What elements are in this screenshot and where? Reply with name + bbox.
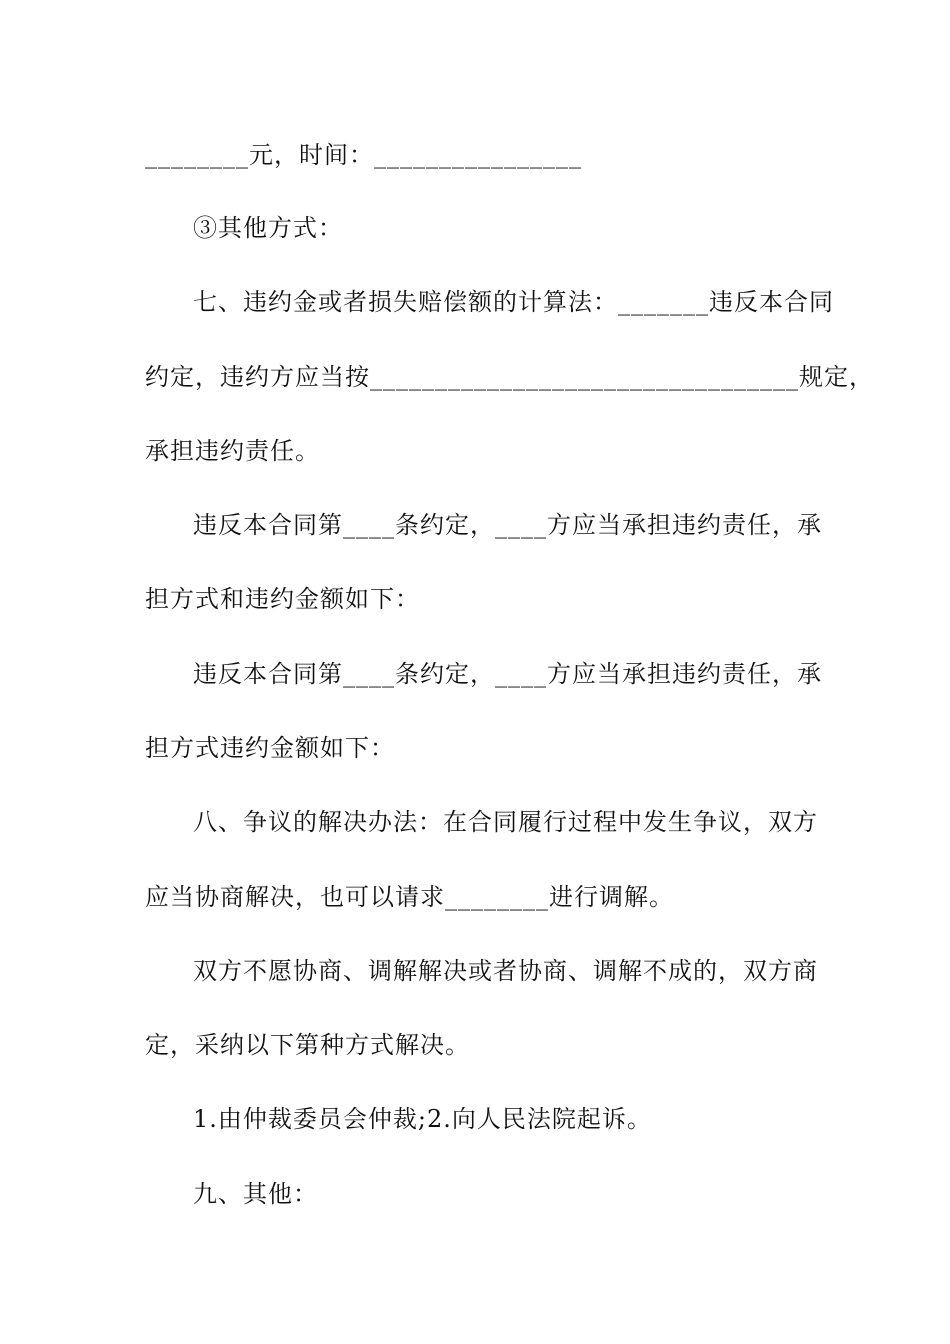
text-line: 担方式和违约金额如下：: [145, 585, 420, 613]
section-heading-nine: 九、其他：: [193, 1180, 318, 1208]
text-line: 违反本合同第____条约定，____方应当承担违约责任，承: [193, 660, 822, 688]
section-heading-eight: 八、争议的解决办法：在合同履行过程中发生争议，双方: [193, 808, 818, 836]
text-line: 双方不愿协商、调解解决或者协商、调解不成的，双方商: [193, 957, 818, 985]
text-line: 违反本合同第____条约定，____方应当承担违约责任，承: [193, 511, 822, 539]
text-line: 应当协商解决，也可以请求________进行调解。: [145, 883, 674, 911]
text-line: ③其他方式：: [193, 214, 343, 242]
text-line: 担方式违约金额如下：: [145, 734, 395, 762]
text-line: 承担违约责任。: [145, 437, 320, 465]
text-line: 1.由仲裁委员会仲裁;2.向人民法院起诉。: [193, 1105, 652, 1133]
text-line: 约定，违约方应当按_________________________________规定，: [145, 363, 874, 391]
text-line: ________元，时间：________________: [145, 141, 582, 169]
section-heading-seven: 七、违约金或者损失赔偿额的计算法：_______违反本合同: [193, 288, 834, 316]
text-line: 定，采纳以下第种方式解决。: [145, 1031, 470, 1059]
